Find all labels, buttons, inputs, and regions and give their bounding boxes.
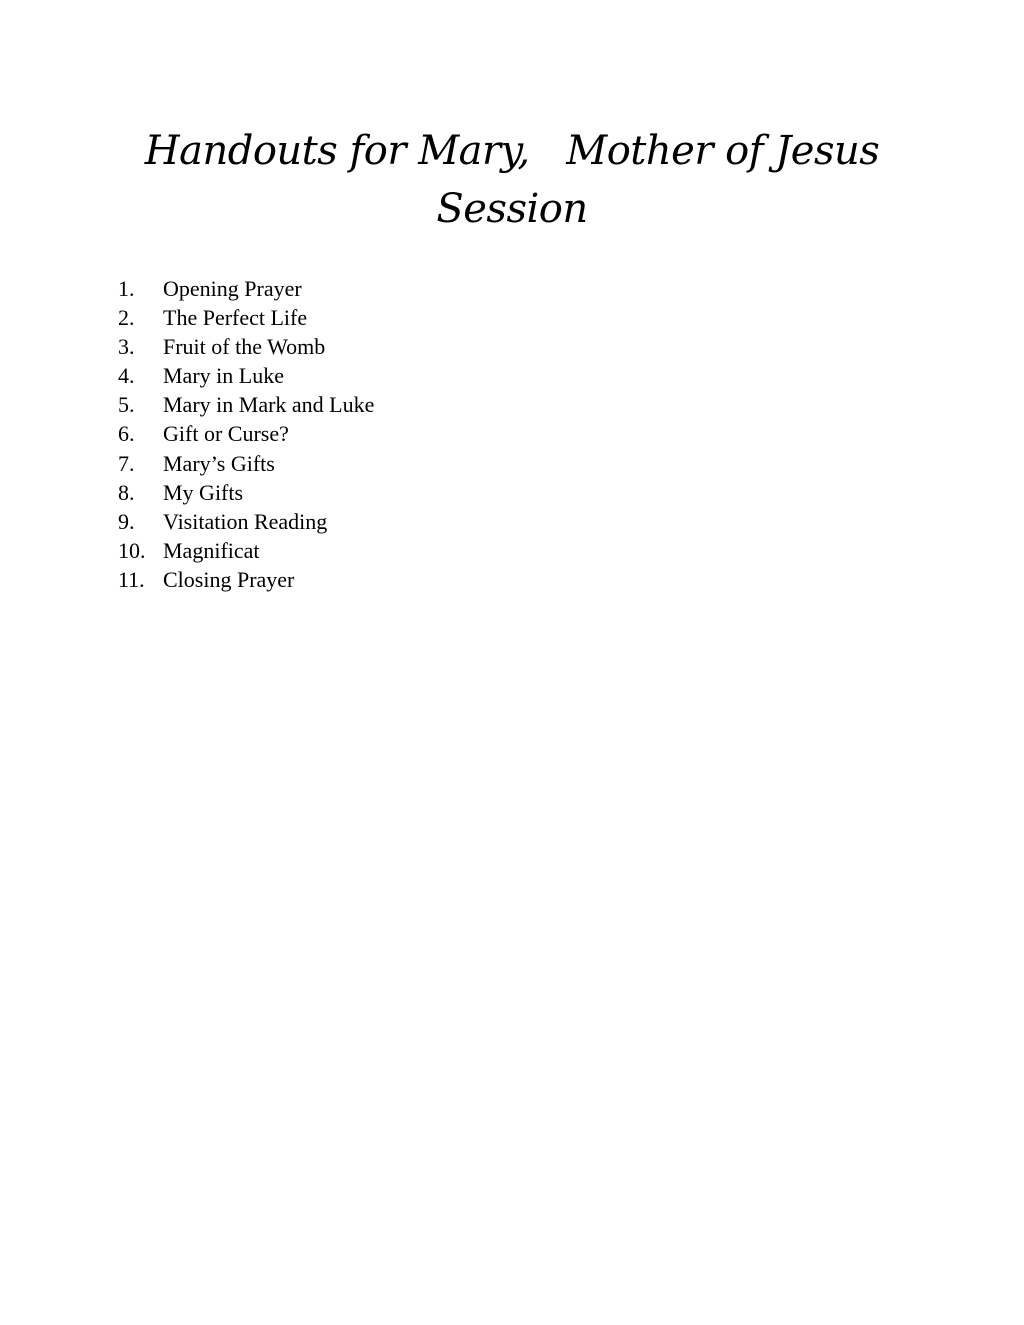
list-item: [118, 274, 374, 303]
item-number: 11.: [118, 566, 145, 592]
item-label: The Perfect Life: [163, 305, 308, 331]
item-label: Closing Prayer: [163, 566, 295, 592]
list-item: [118, 303, 374, 332]
list-item: [118, 565, 374, 594]
item-number: 7.: [118, 450, 135, 476]
list-item: [118, 332, 374, 361]
item-label: Magnificat: [163, 537, 260, 563]
item-number: 8.: [118, 479, 135, 505]
item-number: 3.: [118, 334, 135, 360]
title-line-2: Session: [436, 186, 588, 232]
list-item: [118, 536, 374, 565]
item-number: 2.: [118, 305, 135, 331]
item-number: 10.: [118, 537, 146, 563]
list-item: [118, 478, 374, 507]
item-label: My Gifts: [163, 479, 244, 505]
list-item: [118, 507, 374, 536]
list-item: [118, 390, 374, 419]
item-label: Gift or Curse?: [163, 421, 289, 447]
title-line-1: Handouts for Mary, Mother of Jesus: [144, 128, 880, 174]
item-number: 9.: [118, 508, 135, 534]
item-label: Fruit of the Womb: [163, 334, 326, 360]
list-item: [118, 449, 374, 478]
item-label: Mary in Luke: [163, 363, 284, 389]
item-label: Opening Prayer: [163, 276, 302, 301]
item-number: 6.: [118, 421, 135, 447]
page-title: [0, 122, 1024, 238]
handout-list: [118, 274, 374, 594]
item-number: 1.: [118, 276, 135, 301]
item-label: Mary’s Gifts: [163, 450, 275, 476]
list-item: [118, 361, 374, 390]
item-label: Mary in Mark and Luke: [163, 392, 375, 418]
item-number: 4.: [118, 363, 135, 389]
list-item: [118, 419, 374, 448]
item-number: 5.: [118, 392, 135, 418]
item-label: Visitation Reading: [163, 508, 328, 534]
